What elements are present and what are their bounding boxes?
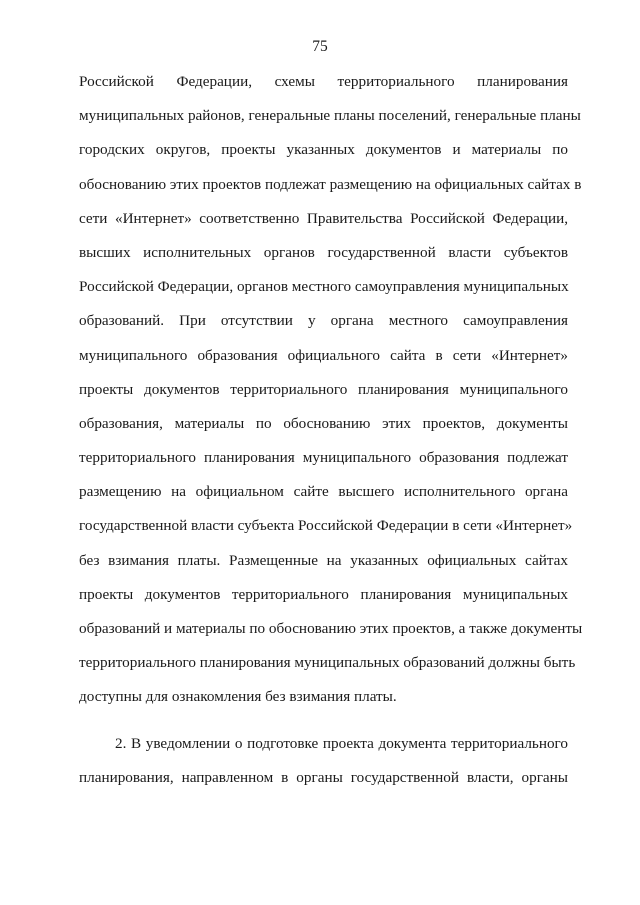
text-line: размещению на официальном сайте высшего исполнительного органа [79, 483, 568, 501]
text-line: образований и материалы по обоснованию этих проектов, а также документы [79, 620, 583, 637]
text-line: Российской Федерации, схемы территориального планирования [79, 73, 568, 90]
text-line: государственной власти субъекта Российской Федерации в сети «Интернет» [79, 517, 573, 535]
document-body [79, 65, 583, 795]
text-line: Российской Федерации, органов местного самоуправления муниципальных [79, 278, 569, 296]
text-line: проекты документов территориального планирования муниципального [79, 380, 568, 398]
text-line: без взимания платы. Размещенные на указанных официальных сайтах [79, 551, 568, 569]
paragraph-2 [79, 727, 568, 795]
paragraph-spacer [79, 715, 568, 727]
text-line: планирования, направленном в органы государственной власти, органы [79, 768, 568, 786]
text-line: образований. При отсутствии у органа местного самоуправления [79, 312, 568, 330]
text-line: территориального планирования муниципальных образований должны быть [79, 654, 576, 672]
text-line: муниципальных районов, генеральные планы поселений, генеральные планы [79, 107, 581, 125]
paragraph-1 [79, 65, 583, 715]
text-line: муниципального образования официального сайта в сети «Интернет» [79, 346, 568, 364]
page-number: 75 [312, 38, 328, 55]
text-line: городских округов, проекты указанных документов и материалы по [79, 141, 568, 159]
text-line: территориального планирования муниципального образования подлежат [79, 449, 568, 467]
text-line: проекты документов территориального планирования муниципальных [79, 585, 568, 603]
text-line: обоснованию этих проектов подлежат размещению на официальных сайтах в [79, 175, 582, 193]
text-line: 2. В уведомлении о подготовке проекта документа территориального [115, 734, 568, 752]
text-line: образования, материалы по обоснованию этих проектов, документы [79, 414, 568, 432]
text-line: высших исполнительных органов государственной власти субъектов [79, 243, 568, 261]
text-line: сети «Интернет» соответственно Правительства Российской Федерации, [79, 209, 568, 227]
text-line: доступны для ознакомления без взимания платы. [79, 688, 397, 706]
